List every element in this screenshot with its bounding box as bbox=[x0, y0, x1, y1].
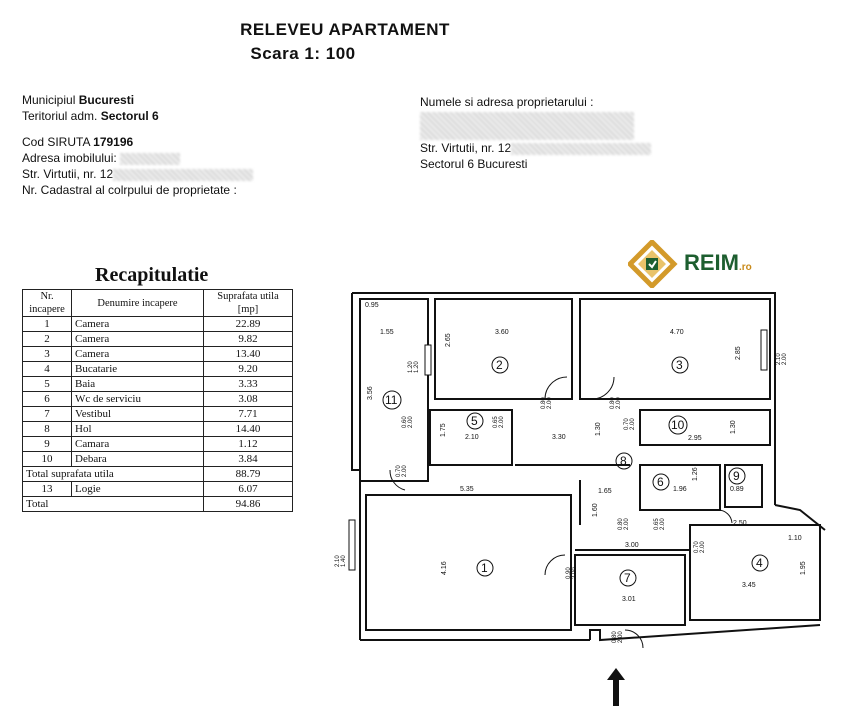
room-name: Camera bbox=[72, 347, 204, 362]
svg-text:0.95: 0.95 bbox=[365, 302, 379, 309]
svg-text:3.60: 3.60 bbox=[495, 329, 509, 336]
svg-text:2.95: 2.95 bbox=[688, 435, 702, 442]
room-10-label: 10 bbox=[671, 418, 685, 432]
svg-text:3.30: 3.30 bbox=[552, 434, 566, 441]
owner-heading: Numele si adresa proprietarului : bbox=[420, 95, 594, 109]
recap-table bbox=[22, 289, 293, 512]
room-nr: 5 bbox=[23, 377, 72, 392]
room-6-label: 6 bbox=[657, 475, 664, 489]
total-util-row bbox=[23, 467, 293, 482]
room-2-label: 2 bbox=[496, 358, 503, 372]
room-nr: 3 bbox=[23, 347, 72, 362]
siruta-line: Cod SIRUTA 179196 bbox=[22, 135, 134, 149]
svg-text:1.30: 1.30 bbox=[730, 420, 737, 434]
svg-text:2.00: 2.00 bbox=[624, 518, 630, 530]
room-area: 3.08 bbox=[204, 392, 293, 407]
recap-row bbox=[23, 437, 293, 452]
svg-text:2.65: 2.65 bbox=[445, 333, 452, 347]
svg-text:5.35: 5.35 bbox=[460, 486, 474, 493]
total-label: Total bbox=[23, 497, 204, 512]
room-name: Bucatarie bbox=[72, 362, 204, 377]
room-area: 7.71 bbox=[204, 407, 293, 422]
svg-text:1.26: 1.26 bbox=[692, 467, 699, 481]
cadastral-line: Nr. Cadastral al colrpului de proprietate : bbox=[22, 183, 237, 197]
room-name: Wc de serviciu bbox=[72, 392, 204, 407]
room-labels bbox=[383, 357, 768, 586]
svg-text:2.00: 2.00 bbox=[616, 397, 622, 409]
svg-text:1.40: 1.40 bbox=[341, 555, 347, 567]
svg-text:1.65: 1.65 bbox=[598, 488, 612, 495]
recap-title: Recapitulatie bbox=[95, 264, 209, 286]
recap-row bbox=[23, 332, 293, 347]
owner-street: Str. Virtutii, nr. 12 bbox=[420, 140, 651, 156]
svg-text:0.90: 0.90 bbox=[566, 567, 572, 579]
svg-text:0.65: 0.65 bbox=[493, 416, 499, 428]
owner-district: Sectorul 6 Bucuresti bbox=[420, 157, 528, 171]
svg-text:2.10: 2.10 bbox=[776, 353, 782, 365]
svg-text:2.10: 2.10 bbox=[465, 434, 479, 441]
room-area: 1.12 bbox=[204, 437, 293, 452]
adresa-line: Adresa imobilului: bbox=[22, 150, 253, 166]
svg-text:1.30: 1.30 bbox=[595, 422, 602, 436]
svg-text:2.00: 2.00 bbox=[499, 416, 505, 428]
svg-text:4.16: 4.16 bbox=[441, 561, 448, 575]
room-4-label: 4 bbox=[756, 556, 763, 570]
room-area: 14.40 bbox=[204, 422, 293, 437]
room-nr: 6 bbox=[23, 392, 72, 407]
svg-text:1.20: 1.20 bbox=[408, 361, 414, 373]
svg-text:3.56: 3.56 bbox=[367, 386, 374, 400]
svg-text:0.89: 0.89 bbox=[730, 486, 744, 493]
room-area: 3.33 bbox=[204, 377, 293, 392]
svg-text:1.96: 1.96 bbox=[673, 486, 687, 493]
svg-text:0.80: 0.80 bbox=[618, 518, 624, 530]
municipiu-line: Municipiul Bucuresti bbox=[22, 93, 135, 107]
svg-text:3.45: 3.45 bbox=[742, 582, 756, 589]
svg-text:2.10: 2.10 bbox=[335, 555, 341, 567]
room-nr: 1 bbox=[23, 317, 72, 332]
svg-text:0.70: 0.70 bbox=[396, 465, 402, 477]
floor-plan bbox=[330, 285, 830, 660]
total-row bbox=[23, 497, 293, 512]
recap-row bbox=[23, 377, 293, 392]
header-name: Denumire incapere bbox=[72, 290, 204, 317]
recap-row bbox=[23, 317, 293, 332]
recap-row bbox=[23, 422, 293, 437]
room-7-label: 7 bbox=[624, 571, 631, 585]
redacted-owner bbox=[420, 112, 634, 140]
room-name: Camara bbox=[72, 437, 204, 452]
svg-text:2.00: 2.00 bbox=[572, 567, 578, 579]
svg-text:2.85: 2.85 bbox=[735, 346, 742, 360]
svg-text:2.00: 2.00 bbox=[402, 465, 408, 477]
teritoriu-line: Teritoriul adm. Sectorul 6 bbox=[22, 109, 159, 123]
svg-text:2.00: 2.00 bbox=[618, 631, 624, 643]
room-area: 9.82 bbox=[204, 332, 293, 347]
svg-text:3.00: 3.00 bbox=[625, 542, 639, 549]
room-nr: 8 bbox=[23, 422, 72, 437]
svg-text:0.80: 0.80 bbox=[541, 397, 547, 409]
room-name: Camera bbox=[72, 332, 204, 347]
total-util-label: Total suprafata utila bbox=[23, 467, 204, 482]
room-nr: 4 bbox=[23, 362, 72, 377]
recap-header-row bbox=[23, 290, 293, 317]
svg-text:1.95: 1.95 bbox=[800, 561, 807, 575]
entrance-arrow-icon bbox=[606, 668, 626, 708]
room-name: Baia bbox=[72, 377, 204, 392]
svg-text:1.60: 1.60 bbox=[592, 503, 599, 517]
recap-row bbox=[23, 347, 293, 362]
reim-logo: REIM.ro bbox=[684, 250, 752, 275]
right-info bbox=[420, 94, 651, 172]
svg-text:0.65: 0.65 bbox=[654, 518, 660, 530]
svg-text:2.50: 2.50 bbox=[733, 520, 747, 527]
svg-text:0.80: 0.80 bbox=[612, 631, 618, 643]
recap-row bbox=[23, 392, 293, 407]
logie-value: 6.07 bbox=[204, 482, 293, 497]
svg-text:3.01: 3.01 bbox=[622, 596, 636, 603]
svg-text:2.00: 2.00 bbox=[547, 397, 553, 409]
scale-label: Scara 1: 100 bbox=[250, 44, 356, 63]
svg-text:0.70: 0.70 bbox=[694, 541, 700, 553]
header-nr: Nr. incapere bbox=[23, 290, 72, 317]
svg-text:0.60: 0.60 bbox=[402, 416, 408, 428]
svg-text:2.00: 2.00 bbox=[630, 418, 636, 430]
room-3-label: 3 bbox=[676, 358, 683, 372]
room-nr: 10 bbox=[23, 452, 72, 467]
svg-text:1.20: 1.20 bbox=[414, 361, 420, 373]
recap-row bbox=[23, 452, 293, 467]
svg-text:1.75: 1.75 bbox=[440, 423, 447, 437]
svg-text:2.00: 2.00 bbox=[700, 541, 706, 553]
room-name: Hol bbox=[72, 422, 204, 437]
logie-row bbox=[23, 482, 293, 497]
svg-text:1.10: 1.10 bbox=[788, 535, 802, 542]
room-5-label: 5 bbox=[471, 414, 478, 428]
total-util-value: 88.79 bbox=[204, 467, 293, 482]
svg-text:0.70: 0.70 bbox=[624, 418, 630, 430]
left-info bbox=[22, 92, 253, 198]
logie-nr: 13 bbox=[23, 482, 72, 497]
svg-text:2.00: 2.00 bbox=[660, 518, 666, 530]
header-area: Suprafata utila [mp] bbox=[204, 290, 293, 317]
room-area: 3.84 bbox=[204, 452, 293, 467]
room-1-label: 1 bbox=[481, 561, 488, 575]
recap-row bbox=[23, 362, 293, 377]
room-9-label: 9 bbox=[733, 469, 740, 483]
room-nr: 7 bbox=[23, 407, 72, 422]
reim-logo-icon bbox=[628, 240, 678, 288]
svg-text:2.00: 2.00 bbox=[782, 353, 788, 365]
logie-name: Logie bbox=[72, 482, 204, 497]
svg-text:4.70: 4.70 bbox=[670, 329, 684, 336]
room-name: Vestibul bbox=[72, 407, 204, 422]
room-name: Debara bbox=[72, 452, 204, 467]
document-title: RELEVEU APARTAMENT bbox=[240, 20, 450, 39]
street-line: Str. Virtutii, nr. 12 bbox=[22, 166, 253, 182]
room-name: Camera bbox=[72, 317, 204, 332]
room-area: 22.89 bbox=[204, 317, 293, 332]
room-nr: 2 bbox=[23, 332, 72, 347]
svg-text:1.55: 1.55 bbox=[380, 329, 394, 336]
svg-text:0.80: 0.80 bbox=[610, 397, 616, 409]
room-area: 13.40 bbox=[204, 347, 293, 362]
svg-text:2.00: 2.00 bbox=[408, 416, 414, 428]
room-11-label: 11 bbox=[385, 393, 398, 407]
total-value: 94.86 bbox=[204, 497, 293, 512]
room-area: 9.20 bbox=[204, 362, 293, 377]
recap-row bbox=[23, 407, 293, 422]
room-8-label: 8 bbox=[620, 454, 627, 468]
room-nr: 9 bbox=[23, 437, 72, 452]
